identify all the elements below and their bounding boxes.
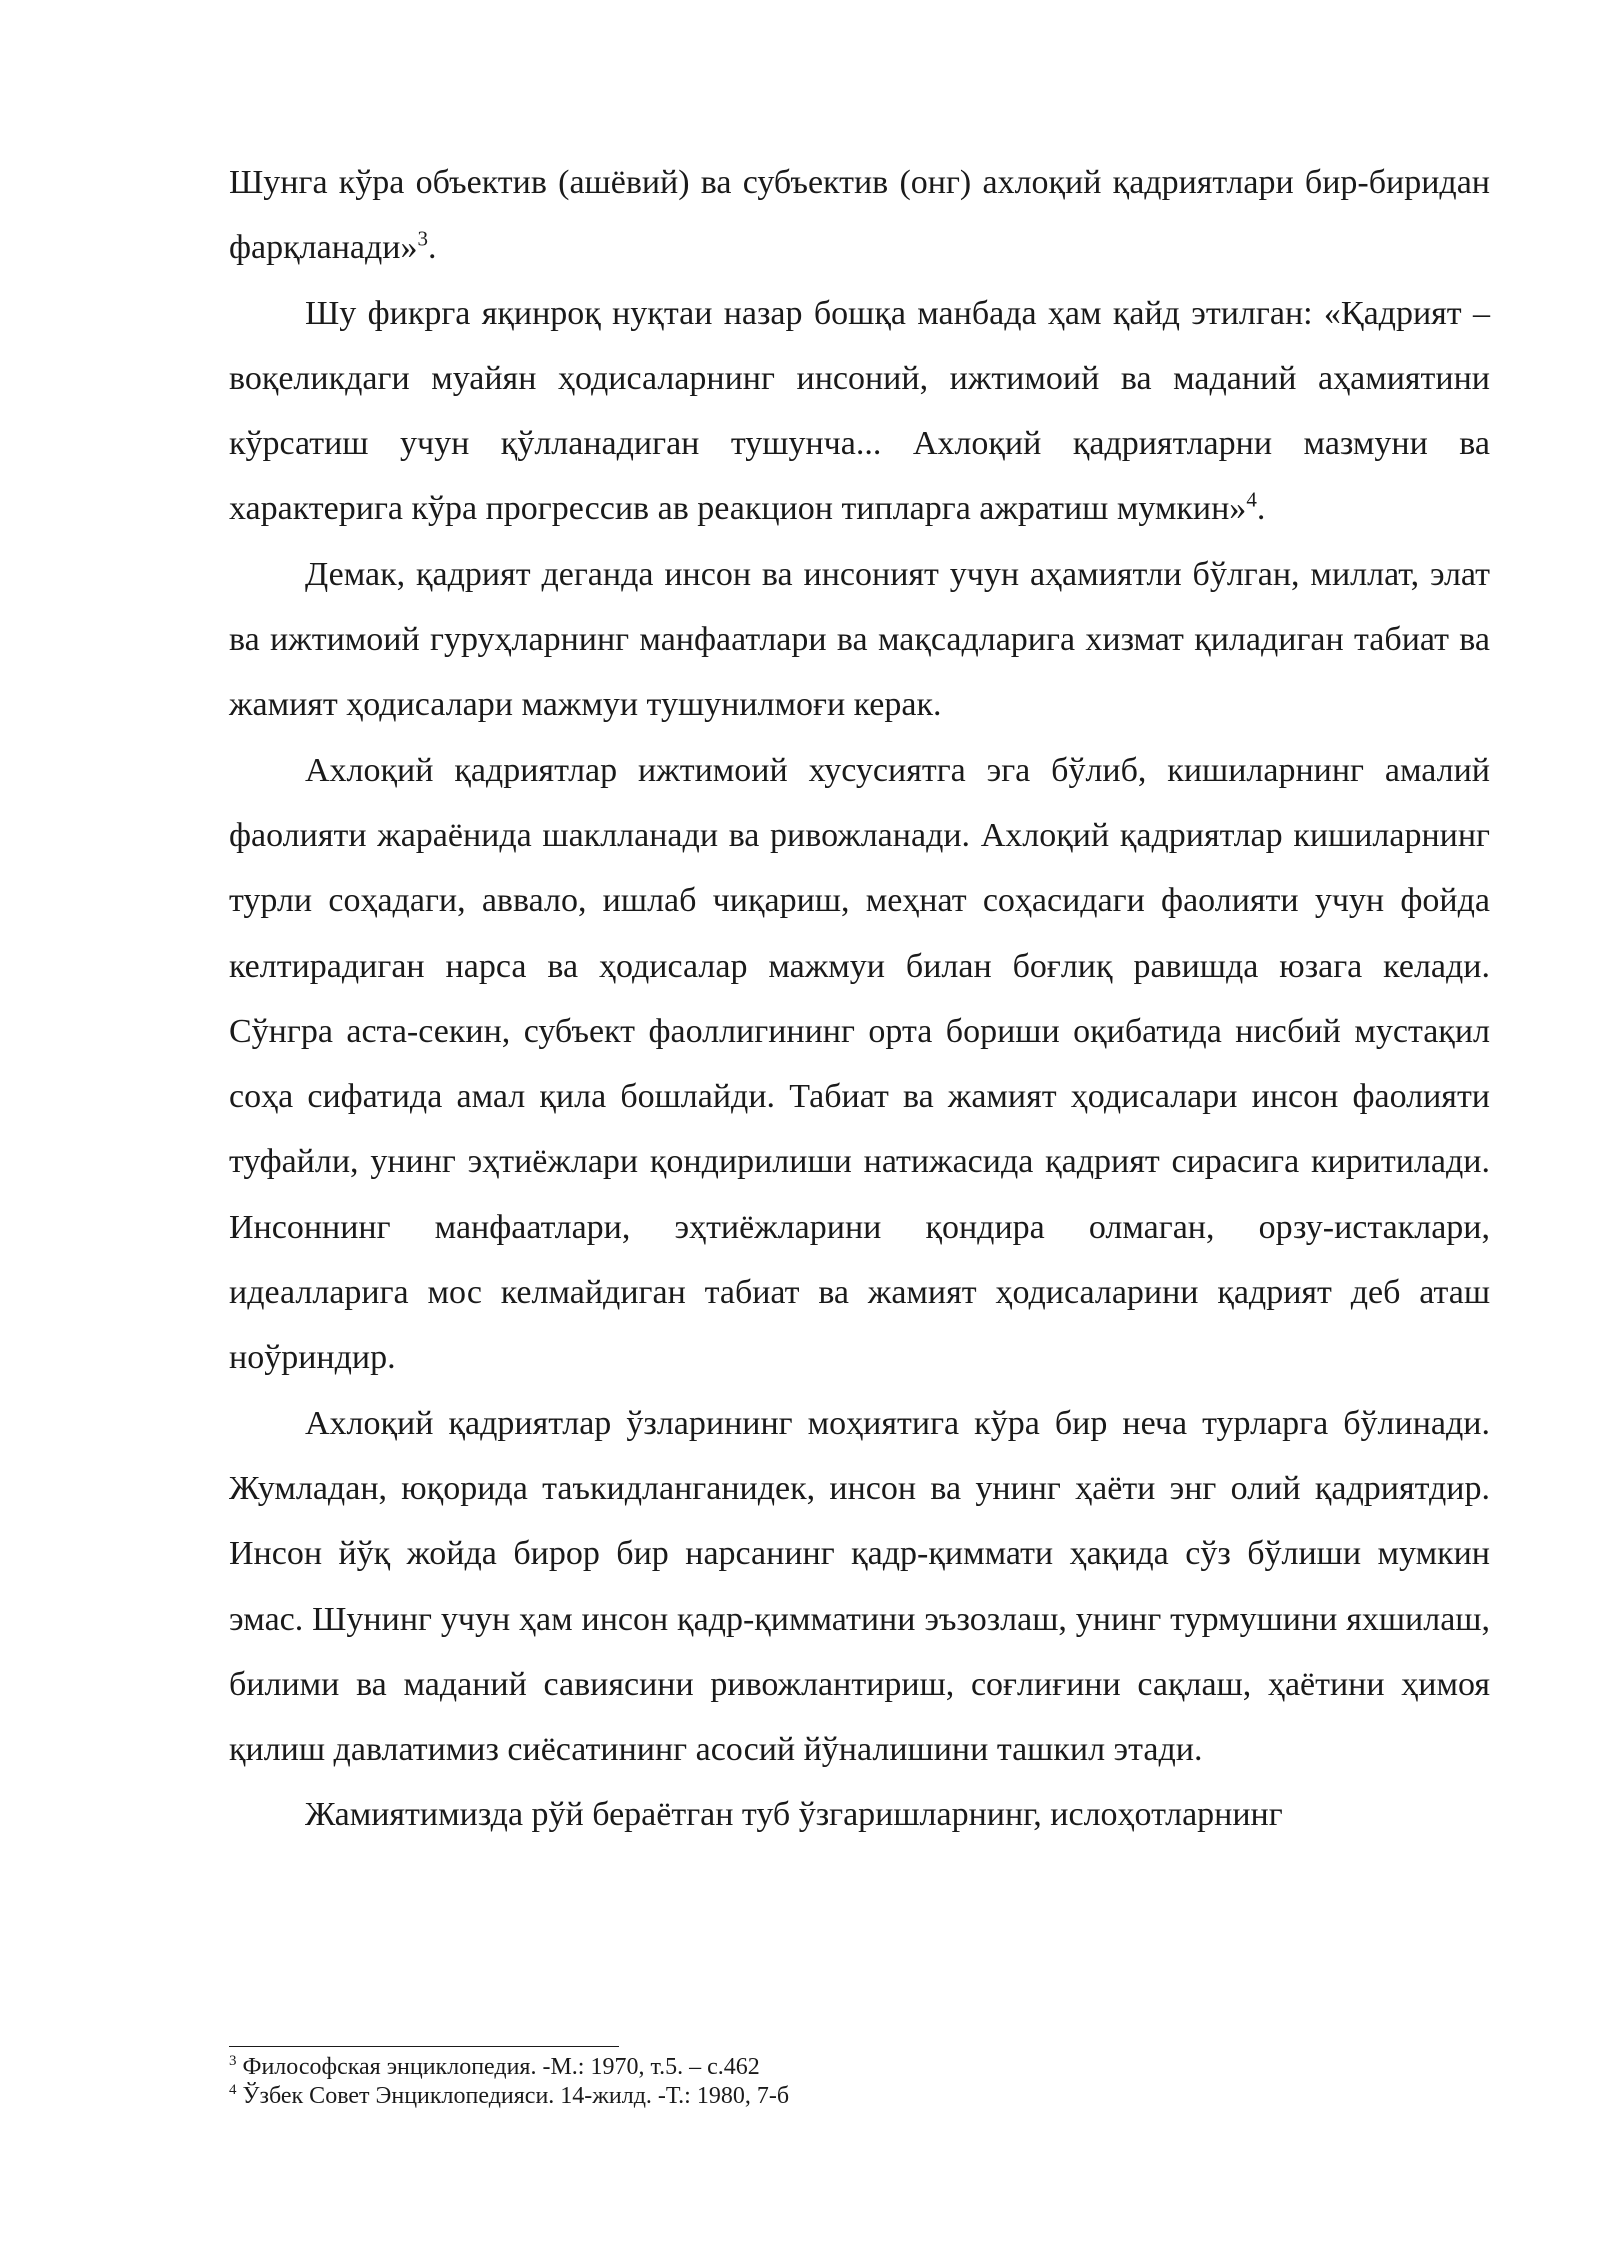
footnotes (229, 2053, 1490, 2111)
footnote-ref-3: 3 (417, 226, 428, 251)
paragraph-text: Демак, қадрият деганда инсон ва инсоният учун аҳамиятли бўлган, миллат, элат ва ижтимоий гуруҳларнинг манфаатлари ва мақсадларига хизмат қиладиган табиат ва жамият ҳодисалари мажмуи тушунилмоғи керак. (229, 555, 1490, 724)
paragraph-2 (229, 281, 1490, 542)
paragraph-text: Шунга кўра объектив (ашёвий) ва субъектив (онг) ахлоқий қадриятлари бир-биридан фарқланади» (229, 164, 1490, 267)
footnote-separator (229, 2046, 619, 2047)
footnote-text: Ўзбек Совет Энциклопедияси. 14-жилд. -Т.: 1980, 7-б (242, 2083, 790, 2109)
body-text (229, 150, 1490, 1848)
paragraph-text: Ахлоқий қадриятлар ўзларининг моҳиятига кўра бир неча турларга бўлинади. Жумладан, юқорида таъкидланганидек, инсон ва унинг ҳаёти энг олий қадриятдир. Инсон йўқ жойда бирор бир нарсанинг қадр-қиммати ҳақида сўз бўлиши мумкин эмас. Шунинг учун ҳам инсон қадр-қимматини эъзозлаш, унинг турмушини яхшилаш, билими ва маданий савиясини ривожлантириш, соғлиғини сақлаш, ҳаётини ҳимоя қилиш давлатимиз сиёсатининг асосий йўналишини ташкил этади. (229, 1404, 1490, 1769)
paragraph-tail: . (427, 229, 437, 267)
footnote-3 (229, 2053, 1490, 2082)
footnote-number: 4 (229, 2082, 237, 2098)
paragraph-1 (229, 150, 1490, 281)
paragraph-3 (229, 542, 1490, 738)
paragraph-text: Шу фикрга яқинроқ нуқтаи назар бошқа манбада ҳам қайд этилган: «Қадрият – воқеликдаги муайян ҳодисаларнинг инсоний, ижтимоий ва маданий аҳамиятини кўрсатиш учун қўлланадиган тушунча... Ахлоқий қадриятларни мазмуни ва характерига кўра прогрессив ав реакцион типларга ажратиш мумкин» (229, 294, 1490, 528)
paragraph-5 (229, 1391, 1490, 1783)
paragraph-text: Жамиятимизда рўй бераётган туб ўзгаришларнинг, ислоҳотларнинг (305, 1796, 1283, 1834)
footnote-number: 3 (229, 2053, 237, 2069)
paragraph-4 (229, 738, 1490, 1391)
paragraph-6 (229, 1782, 1490, 1847)
footnote-ref-4: 4 (1246, 488, 1257, 513)
paragraph-tail: . (1256, 490, 1266, 528)
paragraph-text: Ахлоқий қадриятлар ижтимоий хусусиятга эга бўлиб, кишиларнинг амалий фаолияти жараёнида шаклланади ва ривожланади. Ахлоқий қадриятлар кишиларнинг турли соҳадаги, аввало, ишлаб чиқариш, меҳнат соҳасидаги фаолияти учун фойда келтирадиган нарса ва ҳодисалар мажмуи билан боғлиқ равишда юзага келади. Сўнгра аста-секин, субъект фаоллигининг орта бориши оқибатида нисбий мустақил соҳа сифатида амал қила бошлайди. Табиат ва жамият ҳодисалари инсон фаолияти туфайли, унинг эҳтиёжлари қондирилиши натижасида қадрият сирасига киритилади. Инсоннинг манфаатлари, эҳтиёжларини қондира олмаган, орзу-истаклари, идеалларига мос келмайдиган табиат ва жамият ҳодисаларини қадрият деб аташ ноўриндир. (229, 751, 1490, 1377)
footnote-text: Философская энциклопедия. -М.: 1970, т.5. – с.462 (242, 2054, 760, 2080)
footnote-4 (229, 2082, 1490, 2111)
